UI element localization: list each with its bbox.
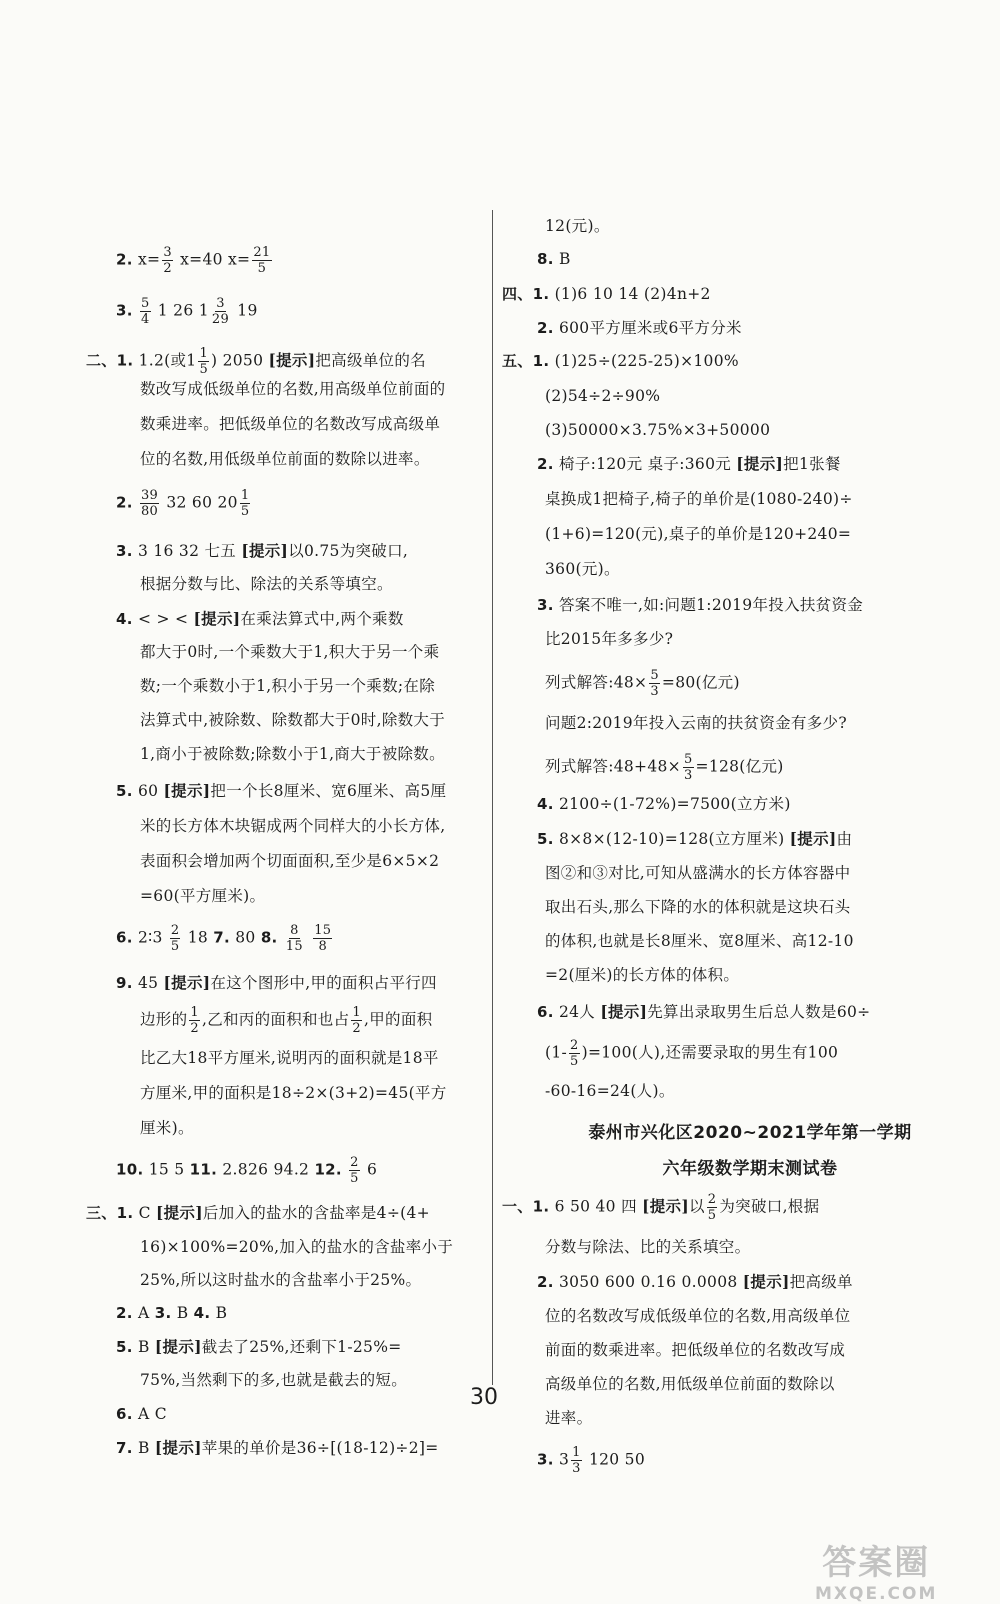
text-line: 厘米)。 bbox=[140, 1119, 194, 1137]
text-line: 的体积,也就是长8厘米、宽8厘米、高12-10 bbox=[545, 932, 854, 950]
answer-line: 2. 3050 600 0.16 0.0008 [提示]把高级单 bbox=[537, 1272, 853, 1291]
text-line: 表面积会增加两个切面面积,至少是6×5×2 bbox=[140, 852, 440, 870]
answer-line: 4. < > < [提示]在乘法算式中,两个乘数 bbox=[116, 609, 404, 628]
answer-line: 6. A C bbox=[116, 1405, 167, 1423]
hint-label: [提示] bbox=[600, 1002, 648, 1021]
answer-line: 5. 8×8×(12-10)=128(立方厘米) [提示]由 bbox=[537, 829, 853, 848]
text-line: (2)54÷2÷90% bbox=[545, 387, 661, 405]
hint-label: [提示] bbox=[642, 1196, 689, 1216]
fraction: $\frac{2}{5}$ bbox=[170, 923, 180, 954]
column-divider bbox=[492, 210, 493, 1385]
answer-line: 边形的 $\frac{1}{2}$ ,乙和丙的面积和也占 $\frac{1}{2}$ ,甲的面积 bbox=[140, 1005, 433, 1036]
fraction: $\frac{1}{5}$ bbox=[240, 488, 250, 519]
text-line: 桌换成1把椅子,椅子的单价是(1080-240)÷ bbox=[545, 490, 853, 508]
text-line: 位的名数改写成低级单位的名数,用高级单位 bbox=[545, 1307, 851, 1325]
answer-line: 7. B [提示]苹果的单价是36÷[(18-12)÷2]= bbox=[116, 1438, 439, 1457]
text-line: 16)×100%=20%,加入的盐水的含盐率小于 bbox=[140, 1238, 454, 1256]
answer-line: 二、1. 1.2(或1 $\frac{1}{5}$ ) 2050 [提示]把高级单位的名 bbox=[86, 346, 426, 377]
text-line: 图②和③对比,可知从盛满水的长方体容器中 bbox=[545, 864, 851, 882]
answer-line: 6. 2∶3 $\frac{2}{5}$ 18 7. 80 8. $\frac{8}{15}$ $\frac{15}{8}$ bbox=[116, 923, 332, 954]
text-line: =60(平方厘米)。 bbox=[140, 887, 266, 905]
answer-line: 10. 15 5 11. 2.826 94.2 12. $\frac{2}{5}$ 6 bbox=[116, 1155, 378, 1186]
watermark-logo: 答案圈 MXQE.COM bbox=[815, 1543, 938, 1604]
text-line: 1,商小于被除数;除数小于1,商大于被除数。 bbox=[140, 745, 445, 763]
fraction: $\frac{8}{15}$ bbox=[285, 923, 303, 954]
hint-label: [提示] bbox=[163, 781, 211, 800]
fraction: $\frac{3}{29}$ bbox=[211, 296, 230, 327]
text-line: 问题2:2019年投入云南的扶贫资金有多少? bbox=[545, 714, 847, 732]
answer-line: 6. 24人 [提示]先算出录取男生后总人数是60÷ bbox=[537, 1002, 871, 1021]
text-line: 数;一个乘数小于1,积小于另一个乘数;在除 bbox=[140, 677, 436, 695]
answer-line: 2. 600平方厘米或6平方分米 bbox=[537, 319, 742, 337]
answer-line: 4. 2100÷(1-72%)=7500(立方米) bbox=[537, 795, 791, 813]
fraction: $\frac{15}{8}$ bbox=[314, 923, 332, 954]
hint-label: [提示] bbox=[155, 1203, 203, 1222]
hint-label: [提示] bbox=[154, 1438, 202, 1457]
answer-line: 3. 3 16 32 七五 [提示]以0.75为突破口, bbox=[116, 541, 409, 560]
answer-line: 五、1. (1)25÷(225-25)×100% bbox=[502, 352, 739, 370]
text-line: 25%,所以这时盐水的含盐率小于25%。 bbox=[140, 1271, 422, 1289]
hint-label: [提示] bbox=[742, 1272, 790, 1291]
answer-line: (1- $\frac{2}{5}$ )=100(人),还需要录取的男生有100 bbox=[545, 1038, 839, 1069]
fraction: $\frac{1}{5}$ bbox=[199, 346, 209, 377]
answer-line: 2. 椅子:120元 桌子:360元 [提示]把1张餐 bbox=[537, 454, 841, 473]
text-line: 进率。 bbox=[545, 1409, 593, 1427]
fraction: $\frac{5}{3}$ bbox=[683, 752, 693, 783]
text-line: 360(元)。 bbox=[545, 560, 620, 578]
fraction: $\frac{5}{4}$ bbox=[140, 296, 150, 327]
answer-line: 一、1. 6 50 40 四 [提示]以 $\frac{2}{5}$ 为突破口,根据 bbox=[502, 1192, 820, 1223]
answer-line: 9. 45 [提示]在这个图形中,甲的面积占平行四 bbox=[116, 973, 437, 992]
text-line: 位的名数,用低级单位前面的数除以进率。 bbox=[140, 450, 430, 468]
exam-subheading: 六年级数学期末测试卷 bbox=[662, 1159, 838, 1179]
text-line: 比乙大18平方厘米,说明丙的面积就是18平 bbox=[140, 1049, 439, 1067]
fraction: $\frac{2}{5}$ bbox=[350, 1155, 359, 1186]
hint-label: [提示] bbox=[193, 609, 241, 628]
text-line: 都大于0时,一个乘数大于1,积大于另一个乘 bbox=[140, 643, 440, 661]
hint-label: [提示] bbox=[241, 541, 289, 560]
answer-line: 四、1. (1)6 10 14 (2)4n+2 bbox=[502, 285, 711, 303]
fraction: $\frac{21}{5}$ bbox=[253, 245, 271, 276]
fraction: $\frac{5}{3}$ bbox=[650, 668, 659, 699]
text-line: 数改写成低级单位的名数,用高级单位前面的 bbox=[140, 380, 446, 398]
text-line: 取出石头,那么下降的水的体积就是这块石头 bbox=[545, 898, 851, 916]
hint-label: [提示] bbox=[789, 829, 837, 848]
text-line: 数乘进率。把低级单位的名数改写成高级单 bbox=[140, 415, 441, 433]
answer-line: 3. 答案不唯一,如:问题1:2019年投入扶贫资金 bbox=[537, 596, 864, 614]
text-line: =2(厘米)的长方体的体积。 bbox=[545, 966, 740, 984]
text-line: 75%,当然剩下的多,也就是截去的短。 bbox=[140, 1371, 408, 1389]
answer-line: 三、1. C [提示]后加入的盐水的含盐率是4÷(4+ bbox=[86, 1203, 430, 1222]
hint-label: [提示] bbox=[268, 350, 316, 370]
text-line: 方厘米,甲的面积是18÷2×(3+2)=45(平方 bbox=[140, 1084, 447, 1102]
answer-line: 5. 60 [提示]把一个长8厘米、宽6厘米、高5厘 bbox=[116, 781, 447, 800]
fraction: $\frac{1}{2}$ bbox=[352, 1005, 361, 1036]
answer-line: 2. A 3. B 4. B bbox=[116, 1304, 228, 1322]
text-line: -60-16=24(人)。 bbox=[545, 1082, 675, 1100]
page-number: 30 bbox=[470, 1385, 498, 1410]
exam-heading: 泰州市兴化区2020~2021学年第一学期 bbox=[588, 1123, 912, 1143]
fraction: $\frac{39}{80}$ bbox=[140, 488, 159, 519]
text-line: 高级单位的名数,用低级单位前面的数除以 bbox=[545, 1375, 835, 1393]
fraction: $\frac{1}{3}$ bbox=[572, 1445, 581, 1476]
fraction: $\frac{2}{5}$ bbox=[570, 1038, 579, 1069]
answer-line: 列式解答:48+48× $\frac{5}{3}$ =128(亿元) bbox=[545, 752, 784, 783]
answer-line: 3. $\frac{5}{4}$ 1 26 1 $\frac{3}{29}$ 19 bbox=[116, 296, 258, 327]
answer-line: 3. 3 $\frac{1}{3}$ 120 50 bbox=[537, 1445, 646, 1476]
text-line: 比2015年多多少? bbox=[545, 630, 674, 648]
text-line: 米的长方体木块锯成两个同样大的小长方体, bbox=[140, 817, 446, 835]
answer-line: 列式解答:48× $\frac{5}{3}$ =80(亿元) bbox=[545, 668, 740, 699]
text-line: (1+6)=120(元),桌子的单价是120+240= bbox=[545, 525, 852, 543]
answer-line: 8. B bbox=[537, 250, 571, 268]
answer-line: 2. $\frac{39}{80}$ 32 60 20 $\frac{1}{5}$ bbox=[116, 488, 250, 519]
text-line: 前面的数乘进率。把低级单位的名数改写成 bbox=[545, 1341, 846, 1359]
fraction: $\frac{3}{2}$ bbox=[163, 245, 172, 276]
text-line: 12(元)。 bbox=[545, 217, 610, 235]
text-line: (3)50000×3.75%×3+50000 bbox=[545, 421, 771, 439]
text-line: 分数与除法、比的关系填空。 bbox=[545, 1238, 751, 1256]
answer-line: 5. B [提示]截去了25%,还剩下1-25%= bbox=[116, 1337, 402, 1356]
hint-label: [提示] bbox=[163, 973, 211, 992]
answer-line: 2. x= $\frac{3}{2}$ x=40 x= $\frac{21}{5}$ bbox=[116, 245, 271, 276]
text-line: 根据分数与比、除法的关系等填空。 bbox=[140, 575, 393, 593]
hint-label: [提示] bbox=[154, 1337, 202, 1356]
text-line: 法算式中,被除数、除数都大于0时,除数大于 bbox=[140, 711, 446, 729]
fraction: $\frac{1}{2}$ bbox=[190, 1005, 199, 1036]
hint-label: [提示] bbox=[736, 454, 784, 473]
fraction: $\frac{2}{5}$ bbox=[707, 1192, 717, 1223]
